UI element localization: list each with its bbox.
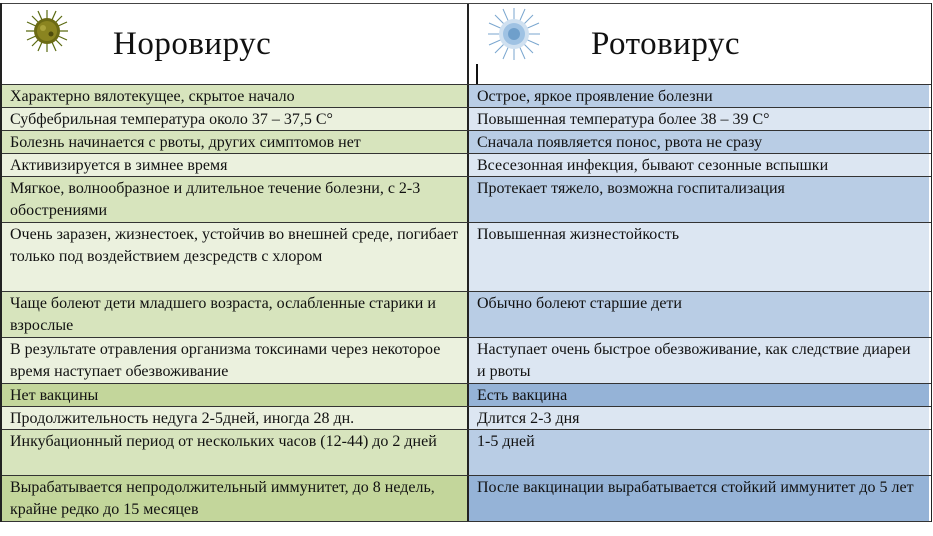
rotavirus-cell: Сначала появляется понос, рвота не сразу xyxy=(469,131,929,153)
rotavirus-cell: Острое, яркое проявление болезни xyxy=(469,85,929,107)
table-header xyxy=(2,3,931,85)
table-row xyxy=(2,108,931,131)
rotavirus-cell: После вакцинации вырабатывается стойкий иммунитет до 5 лет xyxy=(469,476,929,521)
norovirus-cell: Характерно вялотекущее, скрытое начало xyxy=(2,85,469,107)
table-row xyxy=(2,223,931,292)
rotavirus-cell: Протекает тяжело, возможна госпитализация xyxy=(469,177,929,222)
text-cursor xyxy=(476,64,478,84)
table-row xyxy=(2,177,931,223)
norovirus-cell: Очень заразен, жизнестоек, устойчив во внешней среде, погибает только под воздействием дезсредств с хлором xyxy=(2,223,469,291)
table-row xyxy=(2,292,931,338)
rotavirus-cell: Есть вакцина xyxy=(469,384,929,406)
rotavirus-cell: Повышенная температура более 38 – 39 С° xyxy=(469,108,929,130)
rotavirus-cell: Повышенная жизнестойкость xyxy=(469,223,929,291)
norovirus-cell: Нет вакцины xyxy=(2,384,469,406)
rotavirus-cell: Всесезонная инфекция, бывают сезонные вспышки xyxy=(469,154,929,176)
table-row xyxy=(2,154,931,177)
rotavirus-cell: Обычно болеют старшие дети xyxy=(469,292,929,337)
table-row xyxy=(2,338,931,384)
norovirus-cell: Болезнь начинается с рвоты, других симптомов нет xyxy=(2,131,469,153)
table-row xyxy=(2,430,931,476)
table-row xyxy=(2,407,931,430)
norovirus-cell: Инкубационный период от нескольких часов (12-44) до 2 дней xyxy=(2,430,469,475)
rotavirus-icon xyxy=(486,6,542,62)
table-row xyxy=(2,131,931,154)
table-row xyxy=(2,85,931,108)
rotavirus-cell: Наступает очень быстрое обезвоживание, как следствие диареи и рвоты xyxy=(469,338,929,383)
norovirus-icon xyxy=(24,8,70,54)
header-cell-rotavirus xyxy=(469,4,929,84)
table-row xyxy=(2,476,931,522)
norovirus-cell: Активизируется в зимнее время xyxy=(2,154,469,176)
norovirus-cell: Чаще болеют дети младшего возраста, ослабленные старики и взрослые xyxy=(2,292,469,337)
header-cell-norovirus xyxy=(2,4,469,84)
norovirus-cell: Вырабатывается непродолжительный иммунитет, до 8 недель, крайне редко до 15 месяцев xyxy=(2,476,469,521)
comparison-table xyxy=(0,3,932,522)
norovirus-cell: Субфебрильная температура около 37 – 37,5 С° xyxy=(2,108,469,130)
rotavirus-title: Ротовирус xyxy=(591,26,741,62)
rotavirus-cell: 1-5 дней xyxy=(469,430,929,475)
norovirus-cell: Продолжительность недуга 2-5дней, иногда 28 дн. xyxy=(2,407,469,429)
table-row xyxy=(2,384,931,407)
rotavirus-cell: Длится 2-3 дня xyxy=(469,407,929,429)
norovirus-cell: Мягкое, волнообразное и длительное течение болезни, с 2-3 обострениями xyxy=(2,177,469,222)
norovirus-title: Норовирус xyxy=(113,26,272,62)
norovirus-cell: В результате отравления организма токсинами через некоторое время наступает обезвоживание xyxy=(2,338,469,383)
